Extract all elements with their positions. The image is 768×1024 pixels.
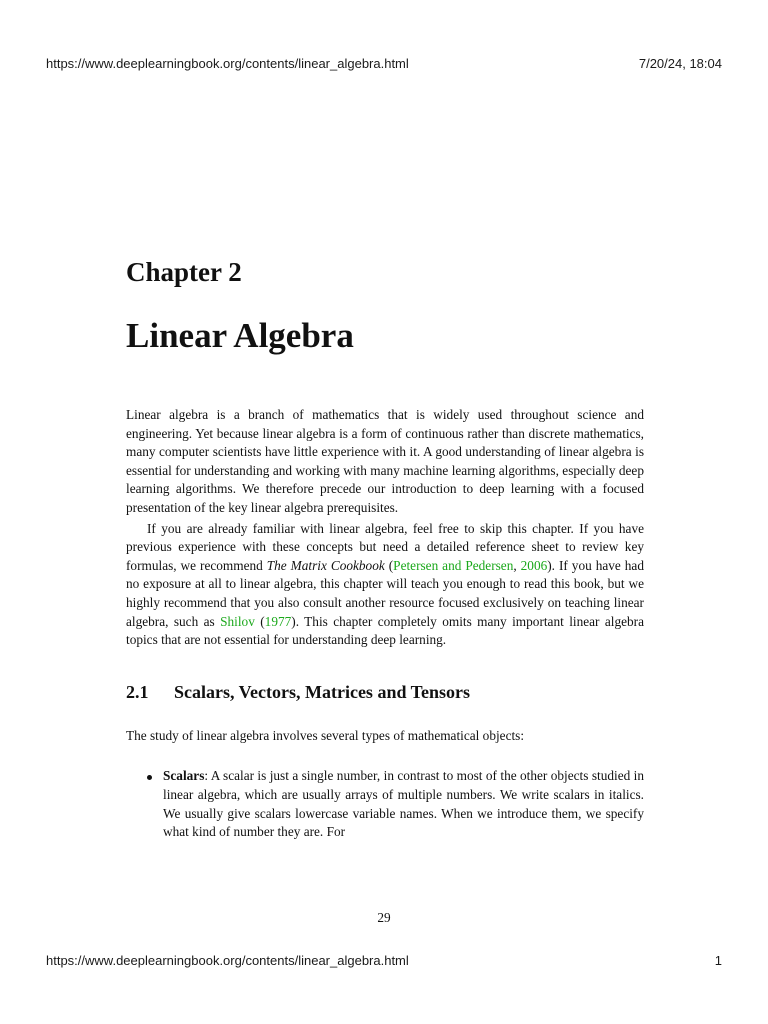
page-content [126, 252, 644, 842]
bullet-icon [147, 775, 152, 780]
book-title: The Matrix Cookbook [266, 557, 385, 573]
page-number: 29 [377, 910, 391, 925]
header-datetime: 7/20/24, 18:04 [638, 56, 722, 71]
footer-page-number: 1 [714, 953, 722, 968]
paragraph-text: ( [384, 557, 394, 573]
print-header [46, 56, 722, 71]
header-url: https://www.deeplearningbook.org/contents/linear_algebra.html [46, 56, 409, 71]
object-types-list [126, 767, 644, 841]
footer-url: https://www.deeplearningbook.org/contents/linear_algebra.html [46, 953, 409, 968]
intro-paragraph: Linear algebra is a branch of mathematics that is widely used throughout science and engineering. Yet because linear algebra is a form of continuous rather than discrete mathematics, many computer scientists have little experience with it. A good understanding of linear algebra is essential for understanding and working with many machine learning algorithms, especially deep learning algorithms. We therefore precede our introduction to deep learning with a focused presentation of the key linear algebra prerequisites. [126, 407, 644, 515]
list-item [126, 767, 644, 841]
citation-separator: , [513, 557, 521, 573]
section-title: Scalars, Vectors, Matrices and Tensors [174, 681, 470, 702]
paragraph-text: ( [254, 613, 265, 629]
print-footer [46, 953, 722, 968]
citation-link-shilov-year[interactable]: 1977 [264, 613, 292, 629]
citation-link-petersen[interactable] [393, 558, 513, 573]
paragraph-text: ). If you have had no exposure at all to linear algebra, this chapter will teach you enough to read this book, but we highly recommend that you also consult another resource focused exclusively on teaching linear algebra, such as [126, 557, 644, 629]
citation-link-shilov[interactable]: Shilov [220, 613, 255, 629]
chapter-title: Linear Algebra [126, 316, 354, 355]
chapter-label: Chapter 2 [126, 257, 242, 287]
list-item-term: Scalars [163, 768, 205, 784]
section-number: 2.1 [126, 681, 149, 702]
citation-link-petersen-year[interactable]: 2006 [520, 557, 548, 573]
paragraph-text: ). This chapter completely omits many important linear algebra topics that are not essential for understanding deep learning. [126, 613, 644, 648]
citation-authors: Petersen and Pedersen [393, 557, 514, 573]
recommendation-paragraph [126, 520, 644, 650]
section-heading [126, 680, 644, 704]
section-intro-paragraph: The study of linear algebra involves several types of mathematical objects: [126, 727, 525, 743]
list-item-text: : A scalar is just a single number, in contrast to most of the other objects studied in linear algebra, which are usually arrays of multiple numbers. We write scalars in italics. We usually give scalars lowercase variable names. When we introduce them, we specify what kind of number they are. For [163, 768, 644, 840]
paragraph-text: If you are already familiar with linear algebra, feel free to skip this chapter. If you have previous experience with these concepts but need a detailed reference sheet to review key formulas, we recommend [126, 520, 644, 573]
